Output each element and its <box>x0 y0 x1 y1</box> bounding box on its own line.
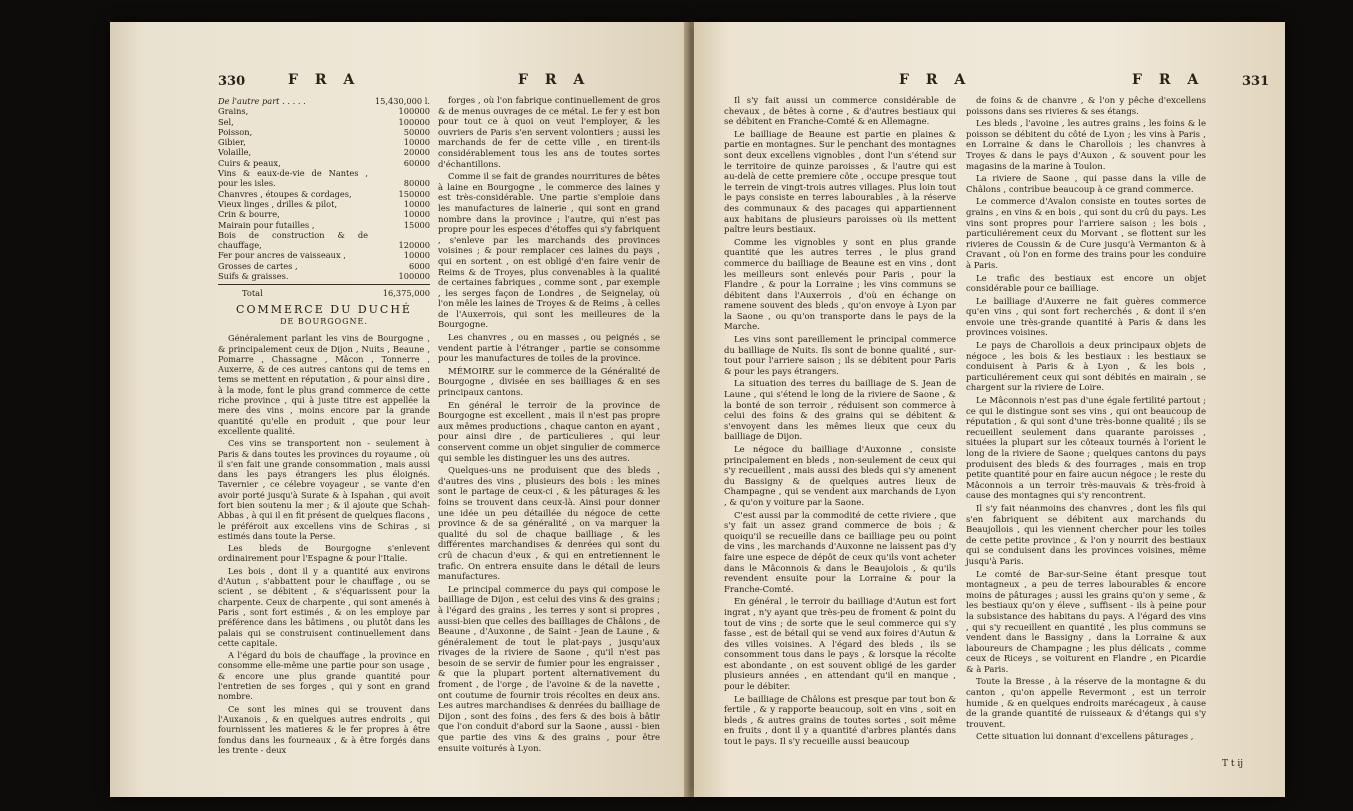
item-value: 10000 <box>403 250 430 261</box>
paragraph: Il s'y fait aussi un commerce considérable de chevaux , de bêtes à corne , & d'autres bestiaux qui se débitent en Franche-Comté & en Allemagne. <box>724 96 956 128</box>
item-label: Chanvres , étoupes & cordages, <box>218 188 352 199</box>
item-label: Grains, <box>218 106 249 117</box>
item-value: 10000 <box>403 198 430 209</box>
paragraph: Le comté de Bar-sur-Seine étant presque tout montagneux , a peu de terres labourables & encore moins de pâturages ; aussi les grains qu'on y seme , & les bestiaux qu'on y éleve , suffisent - ils à peine pour la subsistance des habitans du pays. A l'égard des vins , qui s'y recueillent en quantité , les plus communs se vendent dans le Bassigny , dans la Lorraine & aux laboureurs de Champagne ; les plus délicats , comme ceux de Riceys , se voiturent en Flandre , en Picardie & à Paris. <box>966 569 1206 675</box>
total-rule <box>218 284 430 285</box>
table-head-value: 15,430,000 l. <box>374 96 430 106</box>
paragraph: Les bleds de Bourgogne s'enlevent ordinairement pour l'Espagne & pour l'Italie. <box>218 543 430 564</box>
item-value: 50000 <box>403 126 430 137</box>
item-label: Crin & bourre, <box>218 209 280 220</box>
table-row <box>218 137 430 147</box>
paragraph: En général , le terroir du bailliage d'Autun est fort ingrat , n'y ayant que très-peu de froment & point du tout de vins ; de sorte que le seul commerce qui s'y fasse , est de bétail qui se vend aux foires d'Autun & des villes voisines. A l'égard des bleds , ils se consomment tous dans le pays , & lorsque la récolte est abondante , on est souvent obligé de les garder plusieurs années , en attendant qu'il en manque , pour le débiter. <box>724 597 956 693</box>
item-label: Vieux linges , drilles & pilot, <box>218 198 338 209</box>
book-spread <box>110 22 1285 797</box>
table-row <box>218 127 430 137</box>
running-head-right-2: F R A <box>1132 72 1205 88</box>
right-column-1 <box>724 96 956 750</box>
right-col2-text <box>966 96 1206 743</box>
left-col1-text <box>218 333 430 755</box>
running-head-left-2: F R A <box>518 72 591 88</box>
item-value: 10000 <box>403 209 430 220</box>
paragraph: Toute la Bresse , à la réserve de la montagne & du canton , qu'on appelle Revermont , est un terroir humide , & en quelques endroits marécageux , à cause de la grande quantité de ruisseaux & d'étangs qui s'y trouvent. <box>966 677 1206 730</box>
paragraph: Il s'y fait néanmoins des chanvres , dont les fils qui s'en fabriquent se débitent aux marchands du Beaujollois , qui les viennent chercher pour les toiles de cette petite province , & l'on y nourrit des bestiaux qui se conduisent dans les provinces voisines, même jusqu'à Paris. <box>966 503 1206 567</box>
item-label: Fer pour ancres de vaisseaux , <box>218 250 346 261</box>
item-label: Mairain pour futailles , <box>218 219 315 230</box>
item-label: Cuirs & peaux, <box>218 157 281 168</box>
paragraph: Le bailliage de Châlons est presque par tout bon & fertile , & y rapporte beaucoup, soit en vins , soit en bleds , & autres grains de toutes sortes , soit même en fruits , dont il y a quantité d'arbres plantés dans tout le pays. Il s'y recueille aussi beaucoup <box>724 694 956 748</box>
item-value: 15000 <box>403 219 430 230</box>
left-column-1 <box>218 96 430 757</box>
paragraph: Les vins sont pareillement le principal commerce du bailliage de Nuits. Ils sont de bonne qualité , sur-tout pour l'arriere saison ; ils se débitent pour Paris & pour les pays étrangers. <box>724 335 956 377</box>
table-head-label: De l'autre part . . . . . <box>218 96 306 106</box>
table-row <box>218 220 430 230</box>
total-row <box>218 288 430 298</box>
paragraph: Les bleds , l'avoine , les autres grains , les foins & le poisson se débitent du côté de Lyon ; les vins à Paris , en Lorraine & dans le Charollois ; les chanvres à Troyes & dans le pays d'Auxon , & souvent pour les magasins de la marine à Toulon. <box>966 119 1206 172</box>
table-row <box>218 106 430 116</box>
item-value: 100000 <box>398 271 430 282</box>
item-value: 6000 <box>409 260 430 271</box>
paragraph: Le Mâconnois n'est pas d'une égale fertilité partout ; ce qui le distingue sont ses vins , qui ont beaucoup de réputation , & qui sont d'une très-bonne qualité ; ils se recueillent seulement dans quarante paroisses , situées la plupart sur les côteaux tournés à l'orient le long de la riviere de Saone ; quelques cantons du pays produisent des bleds & des fourrages , mais en trop petite quantité pour en faire aucun négoce ; le reste du Mâconnois a un terroir très-mauvais & très-froid à cause des montagnes qui s'y rencontrent. <box>966 396 1206 502</box>
paragraph: A l'égard du bois de chauffage , la province en consomme elle-même une partie pour son usage , & encore une plus grande quantité pour l'entretien de ses forges , qui y sont en grand nombre. <box>218 650 430 702</box>
table-head-row <box>218 96 430 106</box>
paragraph: Cette situation lui donnant d'excellens pâturages , <box>976 732 1194 743</box>
table-row <box>218 199 430 209</box>
paragraph: Le pays de Charollois a deux principaux objets de négoce , les bois & les bestiaux : les bestiaux se conduisent à Paris & à Lyon , & les bois , particuliérement ceux qui sont débités en mairain , se chargent sur la riviere de Loire. <box>966 341 1206 394</box>
paragraph: La situation des terres du bailliage de S. Jean de Laune , qui s'étend le long de la riviere de Saone , & la bonté de son terroir , réduisent son commerce à celui des foins & des grains qui se débitent & s'envoyent dans les mêmes lieux que ceux du bailliage de Dijon. <box>724 379 956 443</box>
paragraph: Quelques-uns ne produisent que des bleds , d'autres des vins , plusieurs des bois : les mines sont le partage de ceux-ci , & les pâturages & les foins se trouvent dans ceux-là. Ainsi pour donner une idée un peu détaillée du négoce de cette province & de sa généralité , on va marquer la qualité du sol de chaque bailliage , & les différentes marchandises & denrées qui sont du crû de chacun d'eux , & qui en entretiennent le trafic. On entrera ensuite dans le détail de leurs manufactures. <box>438 466 660 583</box>
item-value: 150000 <box>398 188 430 199</box>
right-column-2 <box>966 96 1206 745</box>
paragraph: Le commerce d'Avalon consiste en toutes sortes de grains , en vins & en bois , qui sont du crû du pays. Les vins sont propres pour l'arriere saison ; les bois , particuliérement ceux du Morvant , se flottent sur les rivieres de Coussin & de Cure jusqu'à Vermanton & à Cravant , où l'on en forme des trains pour les conduire à Paris. <box>966 197 1206 271</box>
table-row <box>218 117 430 127</box>
table-row <box>218 271 430 281</box>
paragraph: C'est aussi par la commodité de cette riviere , que s'y fait un assez grand commerce de bois ; & quoiqu'il se recueille dans ce bailliage peu ou point de vins , les marchands d'Auxonne ne laissent pas d'y faire une espece de dépôt de ceux qu'ils vont acheter dans le Mâconnois & dans le Beaujolois , & qu'ils revendent ensuite pour la Lorraine & pour la Franche-Comté. <box>724 510 956 595</box>
item-value: 100000 <box>398 106 430 117</box>
item-label: Vins & eaux-de-vie de Nantes , pour les isles. <box>218 168 368 189</box>
table-row <box>218 158 430 168</box>
table-row <box>218 261 430 271</box>
item-value: 80000 <box>403 178 430 189</box>
table-row <box>218 189 430 199</box>
item-value: 100000 <box>398 116 430 127</box>
paragraph: En général le terroir de la province de Bourgogne est excellent , mais il n'est pas propre aux mêmes productions , chaque canton en ayant , pour ainsi dire , de particulieres , qui leur conservent comme un objet singulier de commerce qui semble les distinguer les uns des autres. <box>438 400 660 464</box>
paragraph: Les bois , dont il y a quantité aux environs d'Autun , s'abbattent pour le chauffage , ou se scient , se débitent , & s'équarissent pour la charpente. Ceux de charpente , qui sont amenés à Paris , sont fort estimés , & on les employe par préférence dans les bâtimens , ou plutôt dans les palais qui se construisent continuellement dans cette capitale. <box>218 565 430 648</box>
paragraph: Les chanvres , ou en masses , ou peignés , se vendent partie à l'étranger , partie se consomme pour les manufactures de toiles de la province. <box>438 333 660 365</box>
signature-mark: T t ij <box>1221 759 1243 769</box>
paragraph: Ce sont les mines qui se trouvent dans l'Auxanois , & en quelques autres endroits , qui fournissent les matieres & le fer propres à être fondus dans les fourneaux , & à être forgés dans les trente - deux <box>218 703 430 755</box>
running-head-left-1: F R A <box>288 72 361 88</box>
item-label: Grosses de cartes , <box>218 260 298 271</box>
item-label: Sel, <box>218 116 234 127</box>
left-page <box>110 22 688 797</box>
paragraph: Le bailliage d'Auxerre ne fait guères commerce qu'en vins , qui sont fort recherchés , & dont il s'en envoie une très-grande quantité à Paris & dans les provinces voisines. <box>966 296 1206 339</box>
paragraph: Le bailliage de Beaune est partie en plaines & partie en montagnes. Sur le penchant des montagnes sont deux excellens vignobles , dont l'un s'étend sur le territoire de quinze paroisses , & l'autre qui est au-delà de cette premiere côte , occupe presque tout le terrein de vingt-trois autres villages. Plus loin tout le pays consiste en terres labourables , à la réserve des communaux & des pacages qui appartiennent aux habitans de plusieurs paroisses où ils mettent paître leurs bestiaux. <box>724 129 956 236</box>
page-number-left: 330 <box>218 74 246 89</box>
right-col1-text <box>724 96 956 748</box>
right-page <box>694 22 1285 797</box>
item-label: Suifs & graisses. <box>218 271 289 282</box>
page-number-right: 331 <box>1242 74 1270 89</box>
total-label: Total <box>242 288 263 299</box>
table-row <box>218 147 430 157</box>
item-label: Poisson, <box>218 126 253 137</box>
paragraph: Ces vins se transportent non - seulement à Paris & dans toutes les provinces du royaume , où il s'en fait une grande consommation , mais aussi dans les pays étrangers les plus éloignés. Tavernier , ce célebre voyageur , se vante d'en avoir porté jusqu'à Surate & à Ispahan , qui avoit fort bien soutenu la mer ; & il ajoute que Schah-Abbas , à qui il en fit présent de quelques flacons , le préféroit aux excellens vins de Schiras , si estimés dans toute la Perse. <box>218 438 430 541</box>
item-value: 10000 <box>403 137 430 148</box>
paragraph: MÉMOIRE sur le commerce de la Généralité de Bourgogne , divisée en ses bailliages & en ses principaux cantons. <box>438 366 660 399</box>
section-subtitle: DE BOURGOGNE. <box>280 316 368 326</box>
table-row <box>218 209 430 219</box>
left-column-2 <box>438 96 660 756</box>
paragraph: Généralement parlant les vins de Bourgogne , & principalement ceux de Dijon , Nuits , Beaune , Pomarre , Chassagne , Mâcon , Tonnerre , Auxerre, & de ces autres cantons qui de tems en tems se mettent en réputation , & pour ainsi dire , à la mode, font le plus grand commerce de cette riche province , qui à juste titre est appellée la mere des vins , moins encore par la grande quantité qu'elle en produit , que pour leur excellente qualité. <box>218 333 430 436</box>
paragraph: Le négoce du bailliage d'Auxonne , consiste principalement en bleds , non-seulement de ceux qui s'y recueillent , mais aussi des bleds qui s'y amenent du Bassigny & de quelques autres lieux de Champagne , qui se vendent aux marchands de Lyon , & qu'on y voiture par la Saone. <box>724 445 956 508</box>
running-head-right-1: F R A <box>899 72 972 88</box>
paragraph: Le trafic des bestiaux est encore un objet considérable pour ce bailliage. <box>966 273 1206 295</box>
table-row <box>218 168 430 189</box>
paragraph: de foins & de chanvre , & l'on y pêche d'excellens poissons dans ses rivieres & ses étangs. <box>966 96 1206 117</box>
item-value: 60000 <box>403 157 430 168</box>
paragraph: forges , où l'on fabrique continuellement de gros & de menus ouvrages de ce métal. Le fer y est bon pour tout ce à quoi on veut l'employer, & les ouvriers de Paris s'en servent volontiers ; aussi les marchands de fer de cette ville , en tirent-ils considérablement tous les ans de toutes sortes d'échantillons. <box>438 96 660 170</box>
item-value: 20000 <box>403 147 430 158</box>
table-row <box>218 250 430 260</box>
paragraph: Le principal commerce du pays qui compose le bailliage de Dijon , est celui des vins & des grains ; à l'égard des grains , les terres y sont si propres , aussi-bien que celles des bailliages de Châlons , de Beaune , d'Auxonne , de Saint - Jean de Laune , & généralement de tout le plat-pays , jusqu'aux rivages de la riviere de Saone , qu'il n'est pas besoin de se servir de fumier pour les engraisser , & que la plupart portent alternativement du froment , de l'orge , de l'avoine & de la navette , ont coutume de fournir trois récoltes en deux ans. Les autres marchandises & denrées du bailliage de Dijon , sont des foins , des fers & des bois à bâtir que l'on conduit d'abord sur la Saone , aussi - bien que partie des vins & des grains , pour être ensuite voiturés à Lyon. <box>438 584 660 754</box>
total-value: 16,375,000 <box>382 288 430 299</box>
section-title: COMMERCE DU DUCHÉ <box>236 302 412 316</box>
item-label: Bois de construction & de chauffage, <box>218 229 368 251</box>
paragraph: La riviere de Saone , qui passe dans la ville de Châlons , contribue beaucoup à ce grand commerce. <box>966 174 1206 195</box>
item-label: Volaille, <box>218 147 252 158</box>
table-row <box>218 230 430 251</box>
item-label: Gibier, <box>218 137 246 148</box>
trade-table <box>218 96 430 281</box>
paragraph: Comme les vignobles y sont en plus grande quantité que les autres terres , le plus grand commerce du bailliage de Beaune est en vins , dont les meilleurs sont enlevés pour Paris , pour la Flandre , & pour la Lorraine ; les vins communs se débitent dans l'Auxerrois , d'où en échange on ramene souvent des bleds , qu'on envoye à Lyon par la Saone , ou qu'on transporte dans le pays de la Marche. <box>724 237 956 333</box>
left-col2-text <box>438 96 660 754</box>
item-value: 120000 <box>398 240 430 251</box>
paragraph: Comme il se fait de grandes nourritures de bêtes à laine en Bourgogne , le commerce des laines y est très-considérable. Une partie s'emploie dans les manufactures de lainerie , qui sont en grand nombre dans la province ; l'autre, qui n'est pas propre pour les especes d'étoffes qui s'y fabriquent , s'enleve par les marchands des provinces voisines ; & pour remplacer ces laines du pays , qui en sortent , on est obligé d'en faire venir de Reims & de Troyes, plus convenables à la qualité de certaines fabriques , comme sont , par exemple , les serges façon de Londres , de Seignelay, où l'on mêle les laines de Troyes & de Reims , à celles de l'Auxerrois, qui sont les meilleures de la Bourgogne. <box>438 172 660 331</box>
